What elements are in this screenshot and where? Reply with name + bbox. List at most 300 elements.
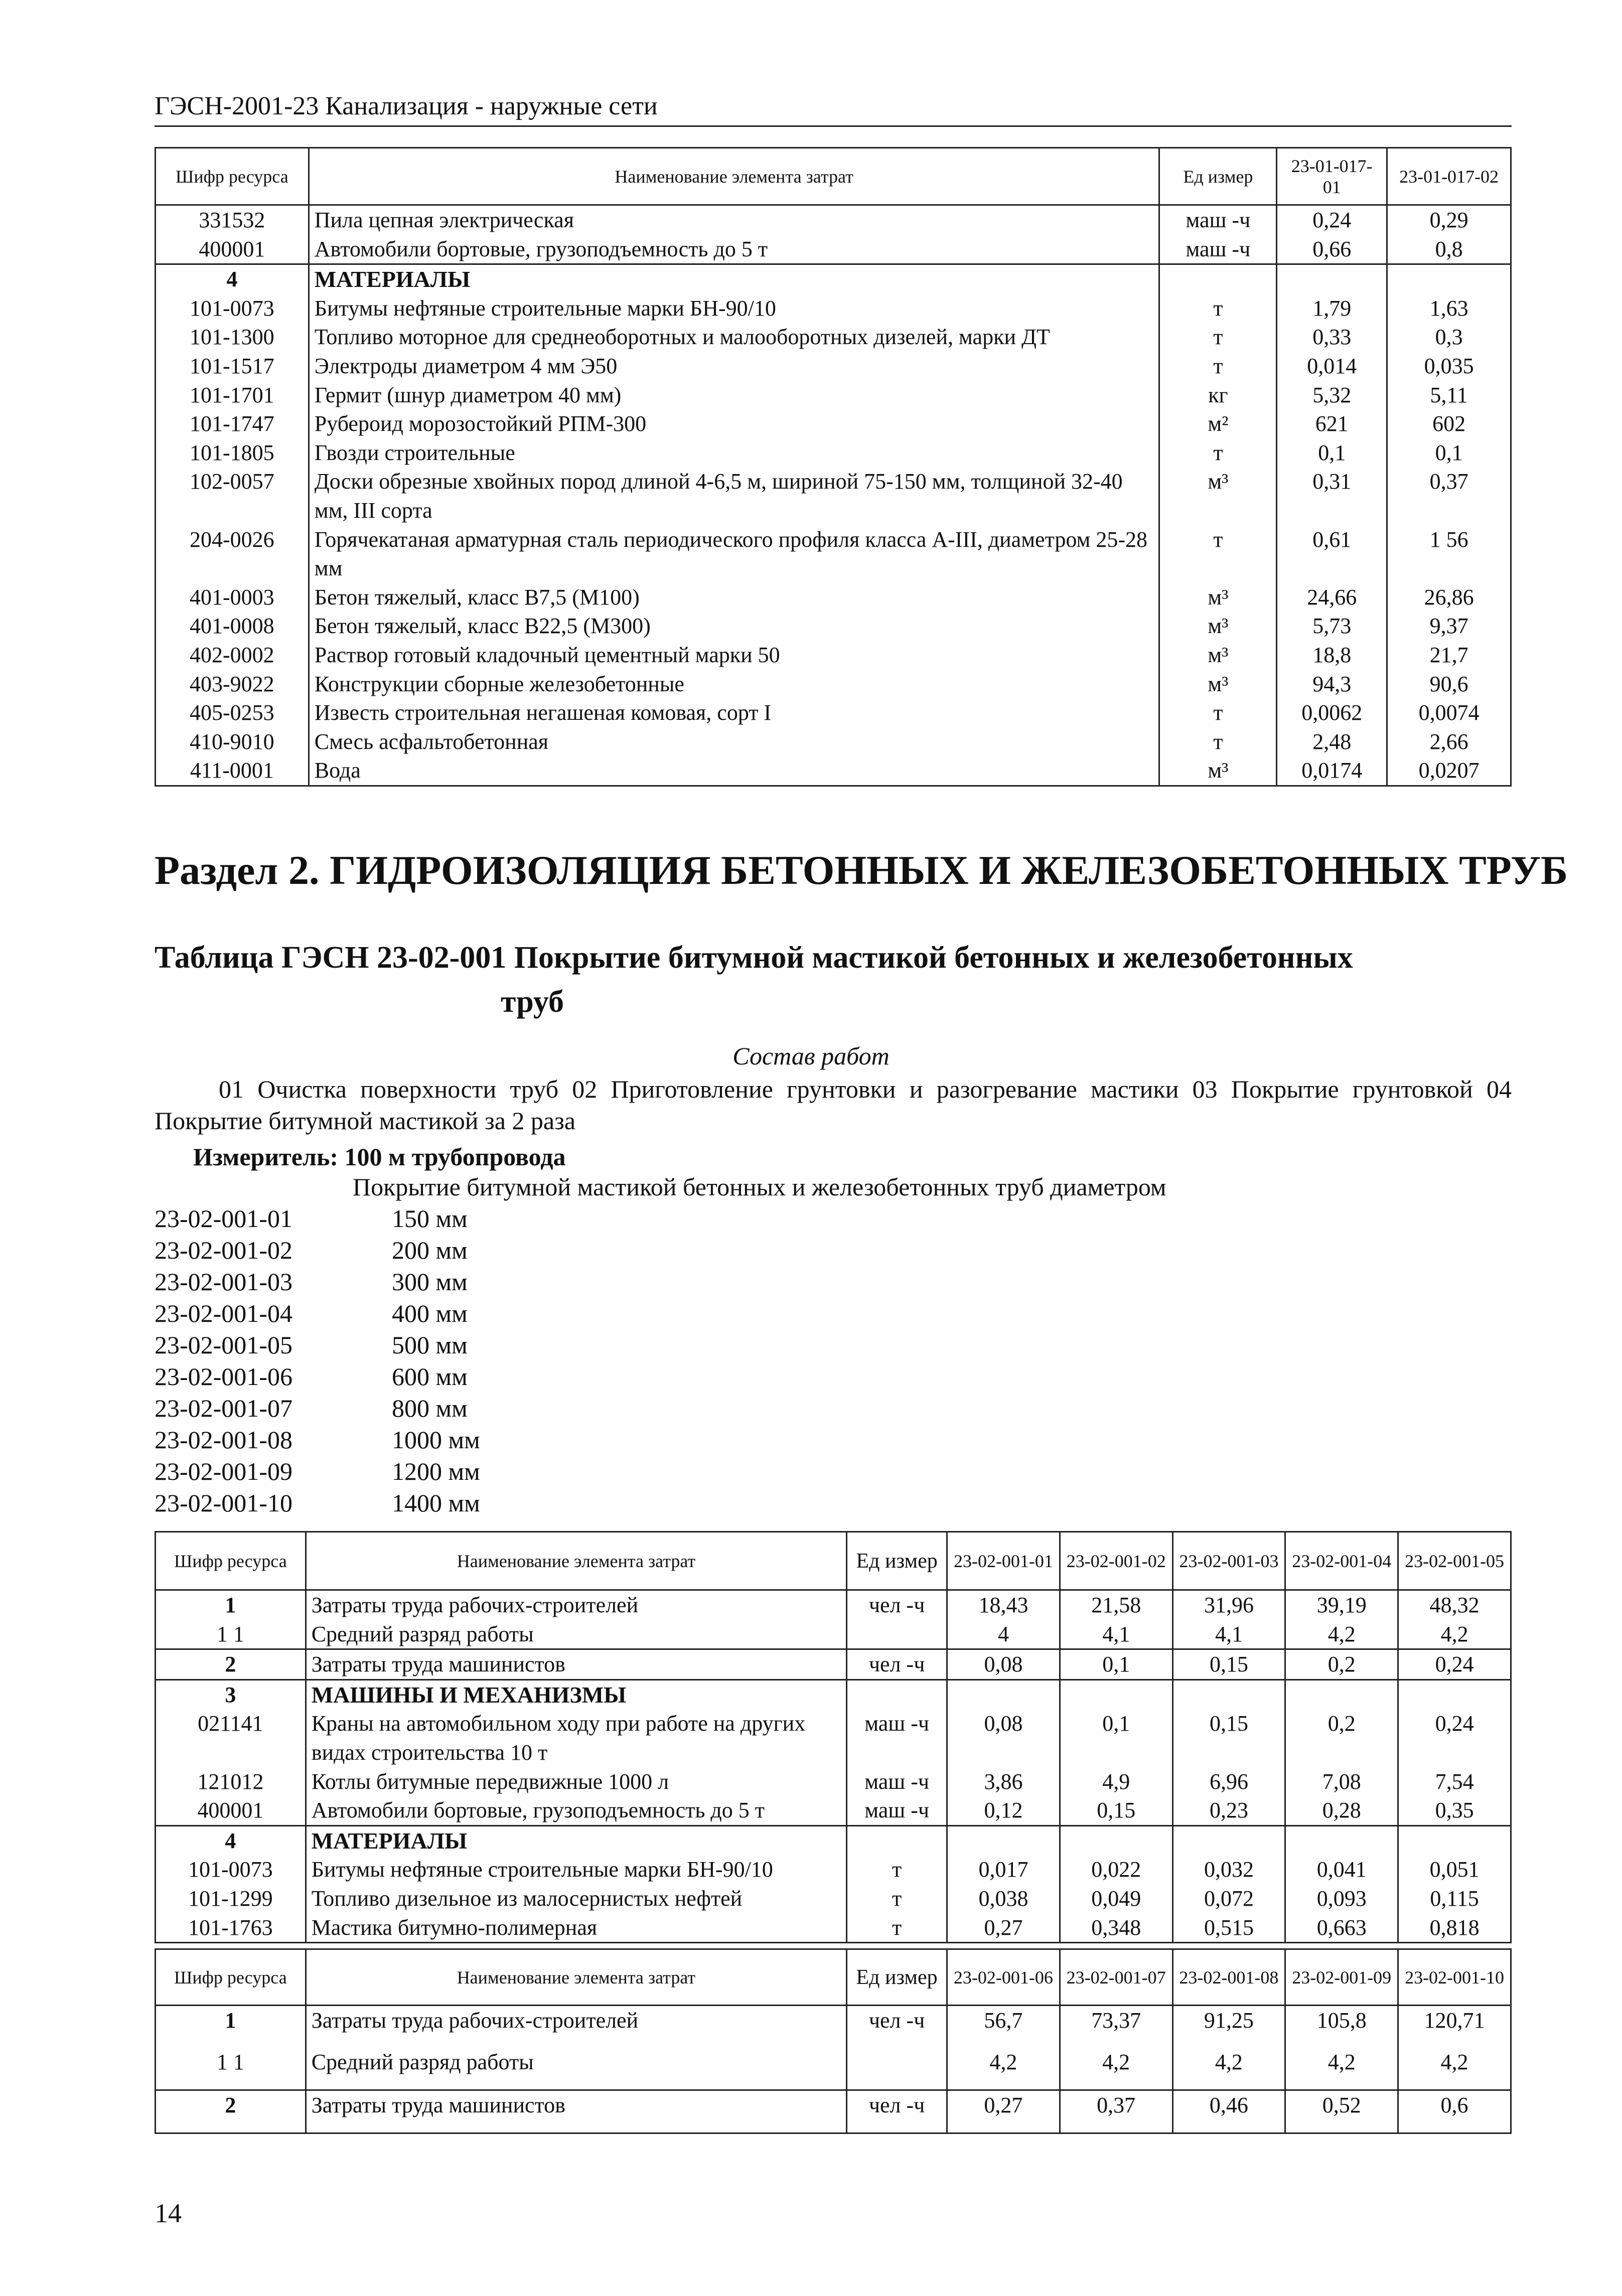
resource-code: 101-1747 [156, 409, 309, 438]
resource-name: Раствор готовый кладочный цементный марки 50 [309, 641, 1159, 670]
value-cell [1277, 264, 1387, 294]
table-row [156, 1855, 1511, 1884]
value-cell: 21,7 [1387, 641, 1511, 670]
empty-row [156, 2132, 1511, 2133]
value-cell [1172, 1825, 1285, 1855]
value-cell: 1,79 [1277, 294, 1387, 323]
resource-code: 101-1300 [156, 323, 309, 352]
variant-size: 800 мм [392, 1394, 468, 1422]
variant-size: 1000 мм [392, 1426, 480, 1454]
table-row [156, 1649, 1511, 1680]
unit: т [1159, 294, 1277, 323]
value-cell: 4,2 [1285, 1620, 1398, 1649]
value-cell: 94,3 [1277, 670, 1387, 699]
value-cell [1060, 1825, 1172, 1855]
table-row [156, 323, 1511, 352]
resource-code: 4 [156, 264, 309, 294]
variant-size: 1200 мм [392, 1457, 480, 1485]
resource-code: 401-0003 [156, 583, 309, 612]
col-header-variant: 23-02-001-02 [1060, 1532, 1172, 1590]
page-header: ГЭСН-2001-23 Канализация - наружные сети [155, 90, 1512, 127]
unit [847, 1620, 947, 1649]
value-cell: 31,96 [1172, 1590, 1285, 1620]
empty-cell [306, 2132, 846, 2133]
value-cell: 0,37 [1060, 2090, 1172, 2132]
value-cell: 4,2 [1172, 2048, 1285, 2090]
value-cell: 3,86 [947, 1767, 1060, 1796]
unit [847, 1825, 947, 1855]
value-cell: 0,2 [1285, 1649, 1398, 1680]
variant-code: 23-02-001-06 [155, 1362, 292, 1391]
resource-code: 101-0073 [156, 1855, 306, 1884]
table-row [156, 583, 1511, 612]
unit [847, 1679, 947, 1709]
value-cell: 0,0207 [1387, 756, 1511, 786]
value-cell: 48,32 [1398, 1590, 1511, 1620]
group-heading: МАТЕРИАЛЫ [306, 1825, 847, 1855]
col-header-name: Наименование элемента затрат [306, 1949, 846, 2006]
variant-size: 300 мм [392, 1268, 468, 1296]
value-cell: 0,818 [1398, 1913, 1511, 1943]
resource-code: 121012 [156, 1767, 306, 1796]
unit: т [1159, 525, 1277, 583]
variant-code: 23-02-001-04 [155, 1299, 292, 1327]
resource-name: Гвозди строительные [309, 438, 1159, 468]
unit: маш -ч [1159, 235, 1277, 264]
value-cell: 4,1 [1172, 1620, 1285, 1649]
value-cell: 0,348 [1060, 1913, 1172, 1943]
value-cell: 0,041 [1285, 1855, 1398, 1884]
value-cell [1387, 264, 1511, 294]
empty-cell [847, 2132, 947, 2133]
resource-code: 101-1299 [156, 1884, 306, 1913]
unit: т [847, 1913, 947, 1943]
table-row [156, 1913, 1511, 1943]
value-cell: 0,37 [1387, 467, 1511, 525]
variant-code: 23-02-001-01 [155, 1204, 292, 1233]
col-header-variant: 23-02-001-07 [1060, 1949, 1172, 2006]
empty-cell [1285, 2132, 1398, 2133]
value-cell: 0,017 [947, 1855, 1060, 1884]
table-row [156, 381, 1511, 410]
value-cell: 0,35 [1398, 1796, 1511, 1825]
table-row [156, 409, 1511, 438]
value-cell: 91,25 [1172, 2006, 1285, 2048]
value-cell: 2,66 [1387, 727, 1511, 756]
resource-name: Гермит (шнур диаметром 40 мм) [309, 381, 1159, 410]
resource-name: Известь строительная негашеная комовая, сорт I [309, 698, 1159, 727]
unit: маш -ч [847, 1709, 947, 1767]
resource-table-23-02-001-a [155, 1531, 1512, 1943]
value-cell: 0,0174 [1277, 756, 1387, 786]
unit: т [1159, 727, 1277, 756]
page-number: 14 [155, 2198, 182, 2228]
value-cell: 2,48 [1277, 727, 1387, 756]
group-row [156, 1825, 1511, 1855]
col-header-variant: 23-02-001-01 [947, 1532, 1060, 1590]
variant-size: 600 мм [392, 1362, 468, 1391]
resource-code: 204-0026 [156, 525, 309, 583]
value-cell: 0,014 [1277, 352, 1387, 381]
resource-name: Горячекатаная арматурная сталь периодического профиля класса А-III, диаметром 25-28 мм [309, 525, 1159, 583]
table-row [156, 1796, 1511, 1825]
unit: чел -ч [847, 2090, 947, 2132]
resource-code: 1 1 [156, 1620, 306, 1649]
unit: т [1159, 438, 1277, 468]
table-row [156, 756, 1511, 786]
col-header-variant: 23-01-017-02 [1387, 148, 1511, 205]
table-row [156, 2006, 1511, 2048]
resource-name: Бетон тяжелый, класс В7,5 (М100) [309, 583, 1159, 612]
value-cell: 0,15 [1060, 1796, 1172, 1825]
value-cell: 0,52 [1285, 2090, 1398, 2132]
unit [847, 2048, 947, 2090]
resource-name: Битумы нефтяные строительные марки БН-90/10 [306, 1855, 847, 1884]
col-header-name: Наименование элемента затрат [306, 1532, 847, 1590]
value-cell: 0,12 [947, 1796, 1060, 1825]
unit: чел -ч [847, 1590, 947, 1620]
resource-code: 101-1763 [156, 1913, 306, 1943]
table-row [156, 1590, 1511, 1620]
col-header-name: Наименование элемента затрат [309, 148, 1159, 205]
value-cell: 0,66 [1277, 235, 1387, 264]
value-cell: 4,2 [1398, 2048, 1511, 2090]
resource-name: Топливо моторное для среднеоборотных и малооборотных дизелей, марки ДТ [309, 323, 1159, 352]
table-row [156, 294, 1511, 323]
unit: м³ [1159, 756, 1277, 786]
unit: м³ [1159, 467, 1277, 525]
variant-code: 23-02-001-02 [155, 1236, 292, 1264]
col-header-code: Шифр ресурса [156, 1949, 306, 2006]
resource-name: Доски обрезные хвойных пород длиной 4-6,5 м, шириной 75-150 мм, толщиной 32-40 мм, III сорта [309, 467, 1159, 525]
group-row [156, 1679, 1511, 1709]
value-cell: 0,072 [1172, 1884, 1285, 1913]
value-cell: 0,022 [1060, 1855, 1172, 1884]
resource-name: Конструкции сборные железобетонные [309, 670, 1159, 699]
value-cell: 120,71 [1398, 2006, 1511, 2048]
resource-code: 101-1517 [156, 352, 309, 381]
resource-table-23-02-001-b [155, 1948, 1512, 2134]
value-cell: 0,28 [1285, 1796, 1398, 1825]
measure-unit: Измеритель: 100 м трубопровода [193, 1143, 566, 1171]
value-cell: 4,2 [947, 2048, 1060, 2090]
group-heading: МАТЕРИАЛЫ [309, 264, 1159, 294]
variant-row [155, 1266, 480, 1298]
resource-name: Затраты труда машинистов [306, 1649, 847, 1680]
variant-row [155, 1361, 480, 1393]
value-cell: 0,032 [1172, 1855, 1285, 1884]
table-row [156, 1884, 1511, 1913]
variant-code: 23-02-001-09 [155, 1457, 292, 1485]
value-cell: 4,2 [1285, 2048, 1398, 2090]
resource-name: Смесь асфальтобетонная [309, 727, 1159, 756]
section-title: Раздел 2. ГИДРОИЗОЛЯЦИЯ БЕТОННЫХ И ЖЕЛЕЗОБЕТОННЫХ ТРУБ [155, 847, 1568, 893]
variant-row [155, 1235, 480, 1266]
value-cell: 73,37 [1060, 2006, 1172, 2048]
col-header-variant: 23-02-001-03 [1172, 1532, 1285, 1590]
empty-cell [947, 2132, 1060, 2133]
resource-code: 101-1701 [156, 381, 309, 410]
variant-size: 500 мм [392, 1331, 468, 1359]
variant-code: 23-02-001-05 [155, 1331, 292, 1359]
value-cell: 5,73 [1277, 611, 1387, 641]
variant-size: 150 мм [392, 1204, 468, 1233]
table-row [156, 2048, 1511, 2090]
unit: маш -ч [1159, 205, 1277, 235]
value-cell: 0,15 [1172, 1709, 1285, 1767]
value-cell [1285, 1825, 1398, 1855]
col-header-variant: 23-02-001-04 [1285, 1532, 1398, 1590]
table-row [156, 727, 1511, 756]
group-row [156, 264, 1511, 294]
resource-code: 331532 [156, 205, 309, 235]
value-cell: 0,093 [1285, 1884, 1398, 1913]
work-composition-heading: Состав работ [732, 1042, 890, 1070]
resource-name: Вода [309, 756, 1159, 786]
value-cell: 18,8 [1277, 641, 1387, 670]
unit: м³ [1159, 641, 1277, 670]
table-row [156, 641, 1511, 670]
value-cell: 0,1 [1277, 438, 1387, 468]
resource-code: 400001 [156, 1796, 306, 1825]
unit: кг [1159, 381, 1277, 410]
value-cell: 4,1 [1060, 1620, 1172, 1649]
variant-code: 23-02-001-07 [155, 1394, 292, 1422]
value-cell: 0,46 [1172, 2090, 1285, 2132]
col-header-code: Шифр ресурса [156, 1532, 306, 1590]
value-cell: 0,24 [1277, 205, 1387, 235]
unit: т [1159, 323, 1277, 352]
col-header-variant: 23-02-001-10 [1398, 1949, 1511, 2006]
col-header-variant: 23-02-001-05 [1398, 1532, 1511, 1590]
resource-code: 401-0008 [156, 611, 309, 641]
variant-row [155, 1329, 480, 1361]
value-cell [947, 1825, 1060, 1855]
value-cell: 4 [947, 1620, 1060, 1649]
resource-name: Затраты труда рабочих-строителей [306, 1590, 847, 1620]
value-cell: 0,3 [1387, 323, 1511, 352]
value-cell: 0,115 [1398, 1884, 1511, 1913]
value-cell: 0,31 [1277, 467, 1387, 525]
value-cell: 7,08 [1285, 1767, 1398, 1796]
value-cell: 0,051 [1398, 1855, 1511, 1884]
resource-code: 411-0001 [156, 756, 309, 786]
group-heading: МАШИНЫ И МЕХАНИЗМЫ [306, 1679, 847, 1709]
resource-name: Мастика битумно-полимерная [306, 1913, 847, 1943]
value-cell: 0,1 [1060, 1709, 1172, 1767]
variant-size: 200 мм [392, 1236, 468, 1264]
resource-code: 1 [156, 1590, 306, 1620]
variant-row [155, 1298, 480, 1329]
resource-name: Средний разряд работы [306, 2048, 846, 2090]
table-title-line1: Таблица ГЭСН 23-02-001 Покрытие битумной мастикой бетонных и железобетонных [155, 941, 1353, 975]
resource-code: 1 1 [156, 2048, 306, 2090]
variant-row [155, 1203, 480, 1235]
value-cell: 0,27 [947, 1913, 1060, 1943]
value-cell: 0,515 [1172, 1913, 1285, 1943]
unit: т [1159, 352, 1277, 381]
empty-cell [1172, 2132, 1285, 2133]
resource-code: 410-9010 [156, 727, 309, 756]
value-cell: 21,58 [1060, 1590, 1172, 1620]
table-row [156, 525, 1511, 583]
value-cell: 105,8 [1285, 2006, 1398, 2048]
resource-code: 101-1805 [156, 438, 309, 468]
value-cell: 0,8 [1387, 235, 1511, 264]
value-cell: 0,049 [1060, 1884, 1172, 1913]
table-row [156, 670, 1511, 699]
value-cell: 0,663 [1285, 1913, 1398, 1943]
work-composition-text: 01 Очистка поверхности труб 02 Приготовление грунтовки и разогревание мастики 03 Покрытие грунтовкой 04 Покрытие битумной мастикой за 2 раза [155, 1075, 1512, 1135]
col-header-variant: 23-02-001-06 [947, 1949, 1060, 2006]
value-cell: 0,15 [1172, 1649, 1285, 1680]
col-header-unit: Ед измер [847, 1532, 947, 1590]
value-cell: 0,61 [1277, 525, 1387, 583]
variant-code: 23-02-001-08 [155, 1426, 292, 1454]
resource-code: 3 [156, 1679, 306, 1709]
resource-name: Котлы битумные передвижные 1000 л [306, 1767, 847, 1796]
variant-list [155, 1203, 480, 1519]
value-cell: 7,54 [1398, 1767, 1511, 1796]
empty-cell [1060, 2132, 1172, 2133]
value-cell: 90,6 [1387, 670, 1511, 699]
table-row [156, 2090, 1511, 2132]
value-cell: 602 [1387, 409, 1511, 438]
value-cell: 0,24 [1398, 1709, 1511, 1767]
resource-name: Автомобили бортовые, грузоподъемность до 5 т [306, 1796, 847, 1825]
unit: м³ [1159, 611, 1277, 641]
value-cell: 4,2 [1398, 1620, 1511, 1649]
value-cell [1285, 1679, 1398, 1709]
value-cell: 0,038 [947, 1884, 1060, 1913]
value-cell: 4,2 [1060, 2048, 1172, 2090]
resource-code: 2 [156, 2090, 306, 2132]
resource-name: Топливо дизельное из малосернистых нефтей [306, 1884, 847, 1913]
resource-code: 021141 [156, 1709, 306, 1767]
scope-description: Покрытие битумной мастикой бетонных и железобетонных труб диаметром [353, 1173, 1166, 1201]
unit: маш -ч [847, 1796, 947, 1825]
resource-code: 101-0073 [156, 294, 309, 323]
variant-row [155, 1456, 480, 1487]
resource-code: 2 [156, 1649, 306, 1680]
value-cell: 4,9 [1060, 1767, 1172, 1796]
table-row [156, 438, 1511, 468]
value-cell: 56,7 [947, 2006, 1060, 2048]
resource-name: Пила цепная электрическая [309, 205, 1159, 235]
value-cell: 0,23 [1172, 1796, 1285, 1825]
resource-name: Автомобили бортовые, грузоподъемность до 5 т [309, 235, 1159, 264]
table-row [156, 1709, 1511, 1767]
table-row [156, 1767, 1511, 1796]
resource-code: 405-0253 [156, 698, 309, 727]
resource-name: Битумы нефтяные строительные марки БН-90/10 [309, 294, 1159, 323]
resource-name: Краны на автомобильном ходу при работе на других видах строительства 10 т [306, 1709, 847, 1767]
col-header-variant: 23-02-001-09 [1285, 1949, 1398, 2006]
table-title [155, 936, 1512, 1024]
variant-code: 23-02-001-10 [155, 1489, 292, 1517]
value-cell: 1 56 [1387, 525, 1511, 583]
value-cell: 5,32 [1277, 381, 1387, 410]
resource-name: Средний разряд работы [306, 1620, 847, 1649]
unit: м³ [1159, 583, 1277, 612]
resource-code: 4 [156, 1825, 306, 1855]
col-header-variant: 23-02-001-08 [1172, 1949, 1285, 2006]
unit: чел -ч [847, 1649, 947, 1680]
resource-table-23-01-017 [155, 147, 1512, 787]
variant-size: 1400 мм [392, 1489, 480, 1517]
empty-cell [1398, 2132, 1511, 2133]
value-cell: 0,27 [947, 2090, 1060, 2132]
unit: м² [1159, 409, 1277, 438]
value-cell: 18,43 [947, 1590, 1060, 1620]
variant-code: 23-02-001-03 [155, 1268, 292, 1296]
value-cell: 0,0062 [1277, 698, 1387, 727]
value-cell: 0,6 [1398, 2090, 1511, 2132]
unit: т [1159, 698, 1277, 727]
unit [1159, 264, 1277, 294]
resource-code: 402-0002 [156, 641, 309, 670]
value-cell [1398, 1679, 1511, 1709]
value-cell [1398, 1825, 1511, 1855]
col-header-code: Шифр ресурса [156, 148, 309, 205]
value-cell: 0,1 [1387, 438, 1511, 468]
value-cell: 24,66 [1277, 583, 1387, 612]
value-cell: 0,2 [1285, 1709, 1398, 1767]
value-cell: 6,96 [1172, 1767, 1285, 1796]
value-cell [1060, 1679, 1172, 1709]
value-cell: 621 [1277, 409, 1387, 438]
resource-code: 1 [156, 2006, 306, 2048]
value-cell: 9,37 [1387, 611, 1511, 641]
empty-cell [156, 2132, 306, 2133]
table-row [156, 352, 1511, 381]
col-header-unit: Ед измер [1159, 148, 1277, 205]
value-cell [1172, 1679, 1285, 1709]
table-row [156, 205, 1511, 235]
resource-code: 403-9022 [156, 670, 309, 699]
value-cell: 1,63 [1387, 294, 1511, 323]
col-header-variant: 23-01-017-01 [1277, 148, 1387, 205]
value-cell: 0,29 [1387, 205, 1511, 235]
value-cell: 5,11 [1387, 381, 1511, 410]
resource-code: 102-0057 [156, 467, 309, 525]
resource-name: Бетон тяжелый, класс В22,5 (М300) [309, 611, 1159, 641]
value-cell: 26,86 [1387, 583, 1511, 612]
table-row [156, 467, 1511, 525]
table-row [156, 611, 1511, 641]
variant-size: 400 мм [392, 1299, 468, 1327]
table-title-line2: труб [501, 985, 564, 1019]
resource-code: 400001 [156, 235, 309, 264]
table-row [156, 235, 1511, 264]
value-cell: 0,035 [1387, 352, 1511, 381]
resource-name: Электроды диаметром 4 мм Э50 [309, 352, 1159, 381]
table-row [156, 698, 1511, 727]
value-cell: 0,24 [1398, 1649, 1511, 1680]
value-cell: 0,33 [1277, 323, 1387, 352]
variant-row [155, 1487, 480, 1519]
unit: маш -ч [847, 1767, 947, 1796]
value-cell: 0,08 [947, 1649, 1060, 1680]
unit: т [847, 1884, 947, 1913]
resource-name: Затраты труда машинистов [306, 2090, 846, 2132]
resource-name: Затраты труда рабочих-строителей [306, 2006, 846, 2048]
value-cell [947, 1679, 1060, 1709]
unit: т [847, 1855, 947, 1884]
value-cell: 0,1 [1060, 1649, 1172, 1680]
value-cell: 39,19 [1285, 1590, 1398, 1620]
col-header-unit: Ед измер [847, 1949, 947, 2006]
